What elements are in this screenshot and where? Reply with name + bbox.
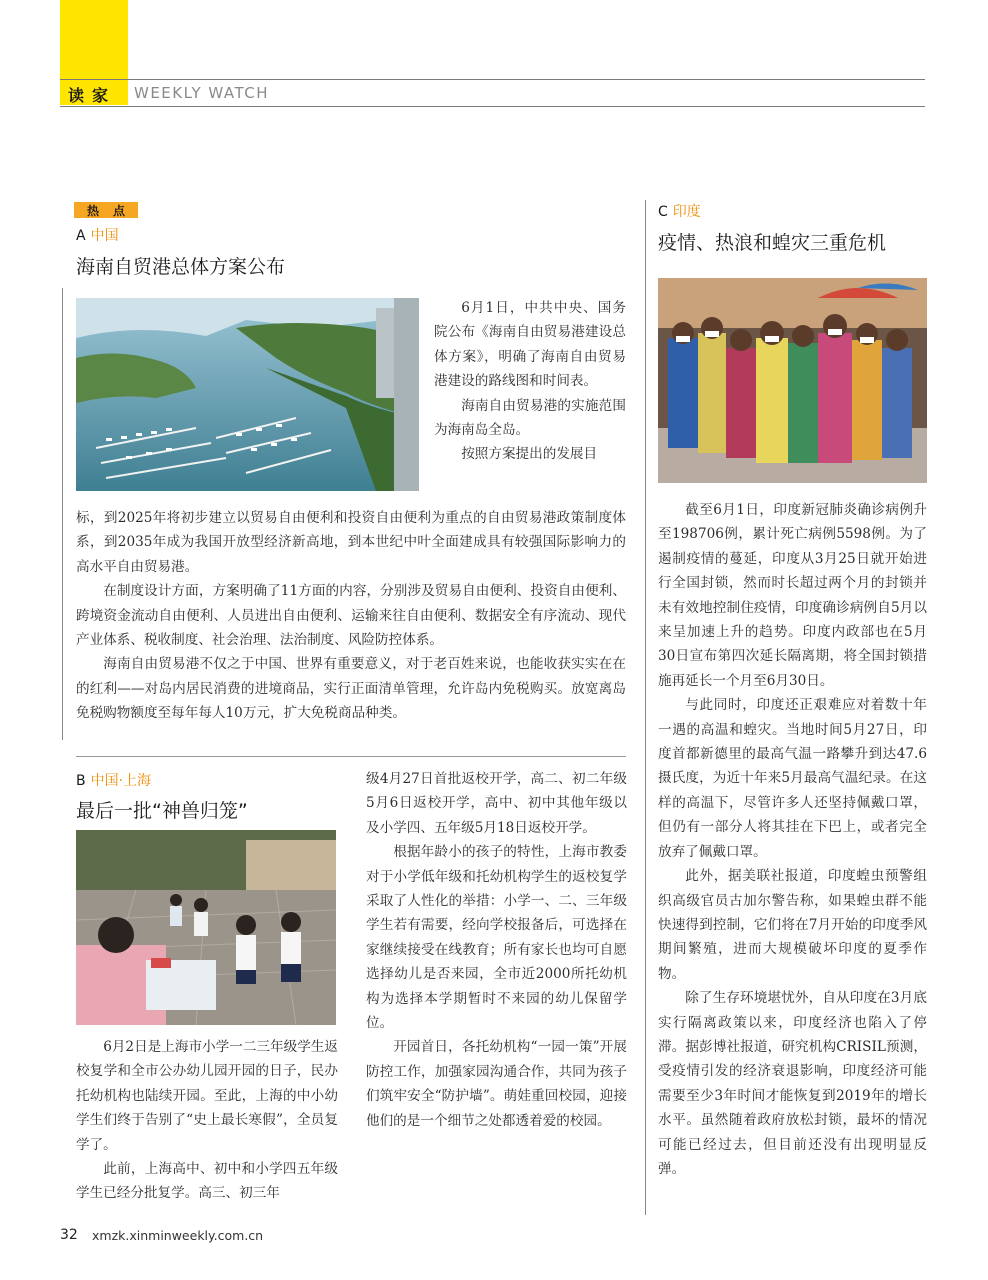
article-divider	[76, 756, 626, 757]
article-b-paragraph: 6月2日是上海市小学一二三年级学生返校复学和全市公办幼儿园开园的日子，民办托幼机构也陆续开园。至此，上海的中小幼学生们终于告别了“史上最长寒假”，全员复学了。	[76, 1039, 338, 1153]
article-b-kicker	[76, 770, 151, 790]
article-a-paragraph: 海南自由贸易港不仅之于中国、世界有重要意义，对于老百姓来说，也能收获实实在在的红利——对岛内居民消费的进境商品，实行正面清单管理，允许岛内免税购买。放宽离岛免税购物额度至每年每人10万元，扩大免税商品种类。	[76, 656, 626, 722]
article-a-wrap-paragraph: 6月1日，中共中央、国务院公布《海南自由贸易港建设总体方案》，明确了海南自由贸易港建设的路线图和时间表。	[434, 300, 626, 390]
article-a-paragraph: 在制度设计方面，方案明确了11方面的内容，分别涉及贸易自由便利、投资自由便利、跨境资金流动自由便利、人员进出自由便利、运输来往自由便利、数据安全有序流动、现代产业体系、税收制度、社会治理、法治制度、风险防控体系。	[76, 583, 626, 649]
article-a-left-rule	[62, 288, 63, 740]
article-b-photo	[76, 830, 336, 1025]
article-b-column-1	[76, 1035, 338, 1206]
article-c-photo	[658, 278, 927, 483]
article-a-wrap-text	[434, 296, 626, 467]
article-b-paragraph: 此前，上海高中、初中和小学四五年级学生已经分批复学。高三、初三年	[76, 1161, 338, 1202]
article-a-location: 中国	[90, 228, 119, 244]
article-b-location: 中国·上海	[90, 773, 152, 789]
article-a-body	[76, 506, 626, 726]
kindergarten-reopening-photo-icon	[76, 830, 336, 1025]
article-c-paragraph: 与此同时，印度还正艰难应对着数十年一遇的高温和蝗灾。当地时间5月27日，印度首都新德里的最高气温一路攀升到达47.6摄氏度，为近十年来5月最高气温纪录。在这样的高温下，尽管许多人还坚持佩戴口罩，但仍有一部分人将其挂在下巴上，或者完全放弃了佩戴口罩。	[658, 697, 927, 860]
article-c-location: 印度	[672, 204, 701, 220]
footer-url: xmzk.xinminweekly.com.cn	[92, 1228, 264, 1243]
article-c-body	[658, 498, 927, 1181]
header-top-rule	[60, 79, 925, 80]
article-b-title: 最后一批“神兽归笼”	[76, 800, 248, 822]
article-c-paragraph: 除了生存环境堪忧外，自从印度在3月底实行隔离政策以来，印度经济也陷入了停滞。据彭博社报道，研究机构CRISIL预测，受疫情引发的经济衰退影响，印度经济可能需要至少3年时间才能恢复到2019年的增长水平。虽然随着政府放松封锁，最坏的情况可能已经过去，但目前还没有出现明显反弹。	[658, 990, 927, 1177]
article-b-column-2	[366, 767, 627, 1133]
article-b-paragraph: 开园首日，各托幼机构“一园一策”开展防控工作，加强家园沟通合作，共同为孩子们筑牢安全“防护墙”。萌娃重回校园，迎接他们的是一个细节之处都透着爱的校园。	[366, 1039, 627, 1129]
article-b-paragraph: 级4月27日首批返校开学，高二、初二年级5月6日返校开学，高中、初中其他年级以及小学四、五年级5月18日返校开学。	[366, 771, 627, 836]
column-divider	[645, 200, 646, 1215]
hot-tag-char-1: 热	[86, 203, 99, 218]
article-a-wrap-paragraph: 按照方案提出的发展目	[461, 446, 598, 463]
article-a-kicker	[76, 225, 119, 245]
article-a-photo	[76, 298, 419, 491]
page-number: 32	[60, 1227, 78, 1243]
harbor-aerial-photo-icon	[76, 298, 419, 491]
article-c-paragraph: 此外，据美联社报道，印度蝗虫预警组织高级官员古加尔警告称，如果蝗虫群不能快速得到控制，它们将在7月开始的印度季风期间繁殖，进而大规模破坏印度的夏季作物。	[658, 868, 927, 982]
article-c-kicker	[658, 201, 701, 221]
header-bottom-rule	[60, 106, 925, 107]
article-b-paragraph: 根据年龄小的孩子的特性，上海市教委对于小学低年级和托幼机构学生的返校复学采取了人性化的举措：小学一、二、三年级学生若有需要，经向学校报备后，可选择在家继续接受在线教育；所有家长也均可自愿选择幼儿是否来园，全市近2000所托幼机构为选择本学期暂时不来园的幼儿保留学位。	[366, 844, 627, 1032]
section-label: 读家	[68, 86, 117, 105]
india-crowd-photo-icon	[658, 278, 927, 483]
article-b-letter: B	[76, 773, 86, 789]
article-c-title: 疫情、热浪和蝗灾三重危机	[658, 232, 887, 254]
article-c-paragraph: 截至6月1日，印度新冠肺炎确诊病例升至198706例，累计死亡病例5598例。为了遏制疫情的蔓延，印度从3月25日就开始进行全国封锁，然而时长超过两个月的封锁并未有效地控制住疫情，印度确诊病例自5月以来呈加速上升的趋势。印度内政部也在5月30日宣布第四次延长隔离期，将全国封锁措施再延长一个月至6月30日。	[658, 502, 927, 689]
article-c-letter: C	[658, 204, 668, 220]
article-a-paragraph: 标，到2025年将初步建立以贸易自由便利和投资自由便利为重点的自由贸易港政策制度体系，到2035年成为我国开放型经济新高地，到本世纪中叶全面建成具有较强国际影响力的高水平自由贸易港。	[76, 510, 626, 575]
article-a-title: 海南自贸港总体方案公布	[76, 256, 286, 278]
article-a-letter: A	[76, 228, 86, 244]
article-a-wrap-paragraph: 海南自由贸易港的实施范围为海南岛全岛。	[434, 397, 626, 439]
hot-tag	[74, 202, 138, 218]
section-label-en: WEEKLY WATCH	[134, 84, 270, 102]
hot-tag-char-2: 点	[112, 203, 125, 218]
